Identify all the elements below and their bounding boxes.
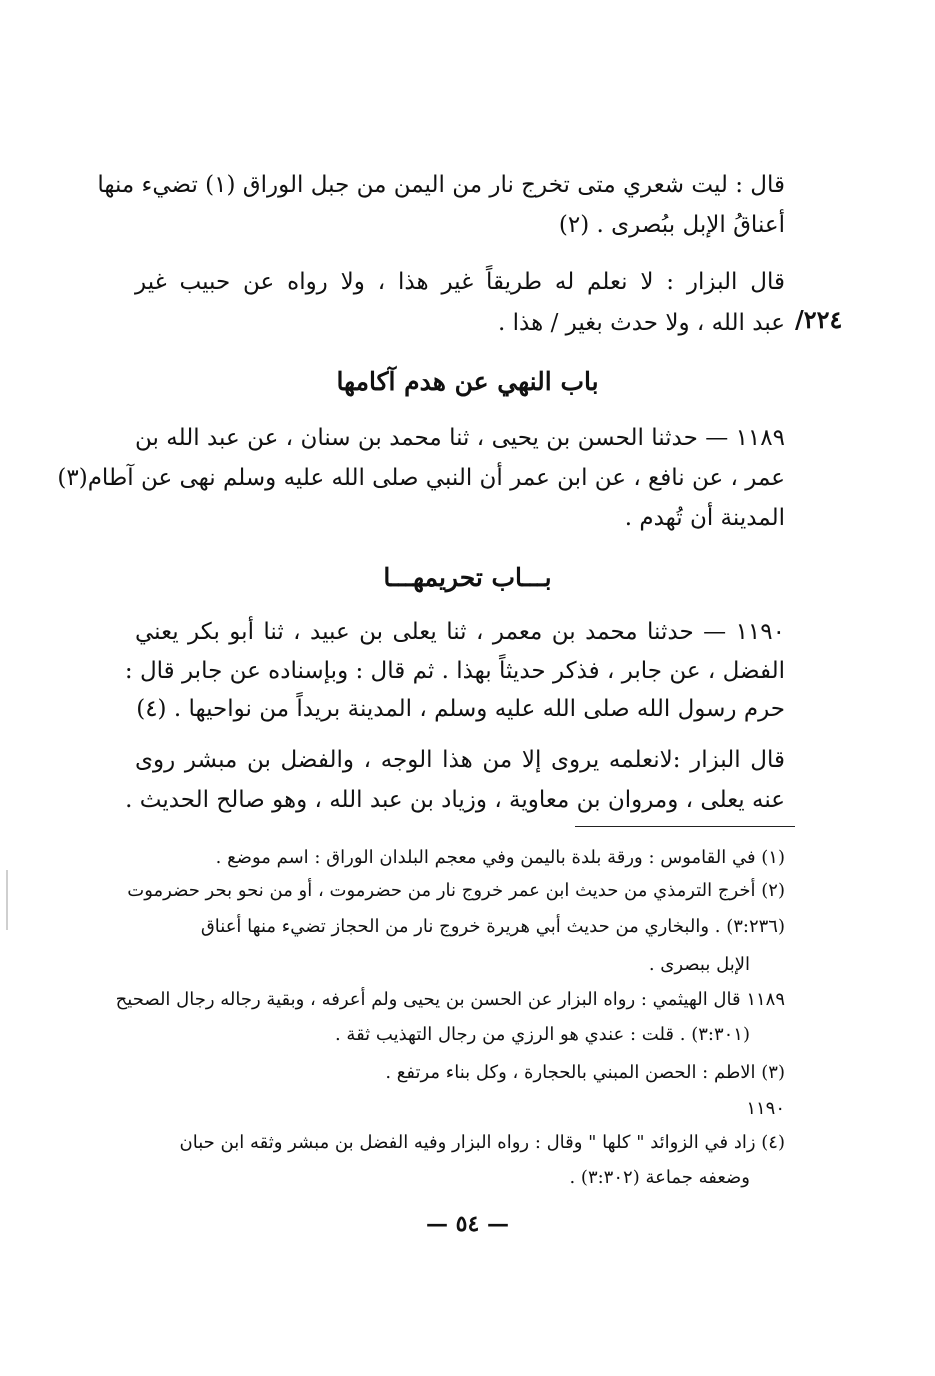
body-line: أعناقُ الإبل ببُصرى . (٢) — [558, 212, 785, 238]
footnote-line: ١١٩٠ — [746, 1098, 785, 1119]
footnote-line: (٣:٢٣٦) . والبخاري من حديث أبي هريرة خروج نار من الحجاز تضيء منها أعناق — [200, 916, 785, 937]
footnote-line: (٢) أخرج الترمذي من حديث ابن عمر خروج نار من حضرموت ، أو من نحو بحر حضرموت — [127, 880, 785, 901]
footnote-line: (١) في القاموس : ورقة بلدة باليمن وفي معجم البلدان الوراق : اسم موضع . — [215, 847, 785, 868]
hadith-line: ١١٨٩ — حدثنا الحسن بن يحيى ، ثنا محمد بن سنان ، عن عبد الله بن — [135, 425, 785, 451]
page-number: — ٥٤ — — [426, 1211, 509, 1237]
body-line: عنه يعلى ، ومروان بن معاوية ، وزياد بن عبد الله ، وهو صالح الحديث . — [125, 787, 785, 813]
footnote-line: (٣:٣٠١) . قلت : عندي هو الرزي من رجال التهذيب ثقة . — [334, 1024, 750, 1045]
footnote-line: ١١٨٩ قال الهيثمي : رواه البزار عن الحسن بن يحيى ولم أعرفه ، وبقية رجاله رجال الصحيح — [115, 989, 785, 1010]
footnote-line: (٣) الاطم : الحصن المبني بالحجارة ، وكل بناء مرتفع . — [385, 1062, 785, 1083]
body-line: قال البزار :لانعلمه يروى إلا من هذا الوجه ، والفضل بن مبشر روى — [135, 747, 785, 773]
hadith-line: عمر ، عن نافع ، عن ابن عمر أن النبي صلى الله عليه وسلم نهى عن آطام(٣) — [57, 465, 785, 491]
hadith-line: المدينة أن تُهدم . — [624, 505, 785, 531]
body-line: عبد الله ، ولا حدث بغير / هذا . — [498, 310, 785, 336]
footnote-line: الإبل ببصرى . — [648, 954, 750, 975]
body-line: قال : ليت شعري متى تخرج نار من اليمن من جبل الوراق (١) تضيء منها — [97, 172, 785, 198]
hadith-line: ١١٩٠ — حدثنا محمد بن معمر ، ثنا يعلى بن عبيد ، ثنا أبو بكر يعني — [135, 619, 785, 645]
body-line: قال البزار : لا نعلم له طريقاً غير هذا ، ولا رواه عن حبيب غير — [135, 269, 785, 295]
scan-edge-mark — [6, 870, 8, 930]
hadith-line: حرم رسول الله صلى الله عليه وسلم ، المدينة بريداً من نواحيها . (٤) — [136, 696, 785, 722]
section-heading: باب النهي عن هدم آكامها — [336, 367, 599, 396]
footnote-line: (٤) زاد في الزوائد " كلها " وقال : رواه البزار وفيه الفضل بن مبشر وثقه ابن حبان — [179, 1132, 785, 1153]
hadith-line: الفضل ، عن جابر ، فذكر حديثاً بهذا . ثم قال : وبإسناده عن جابر قال : — [124, 658, 785, 684]
footnote-line: وضعفه جماعة (٣:٣٠٢) . — [569, 1167, 750, 1188]
footnote-separator — [575, 826, 795, 827]
margin-page-reference: ٢٢٤/ — [795, 305, 843, 334]
section-heading: بـــاب تحريمهـــا — [383, 563, 552, 592]
